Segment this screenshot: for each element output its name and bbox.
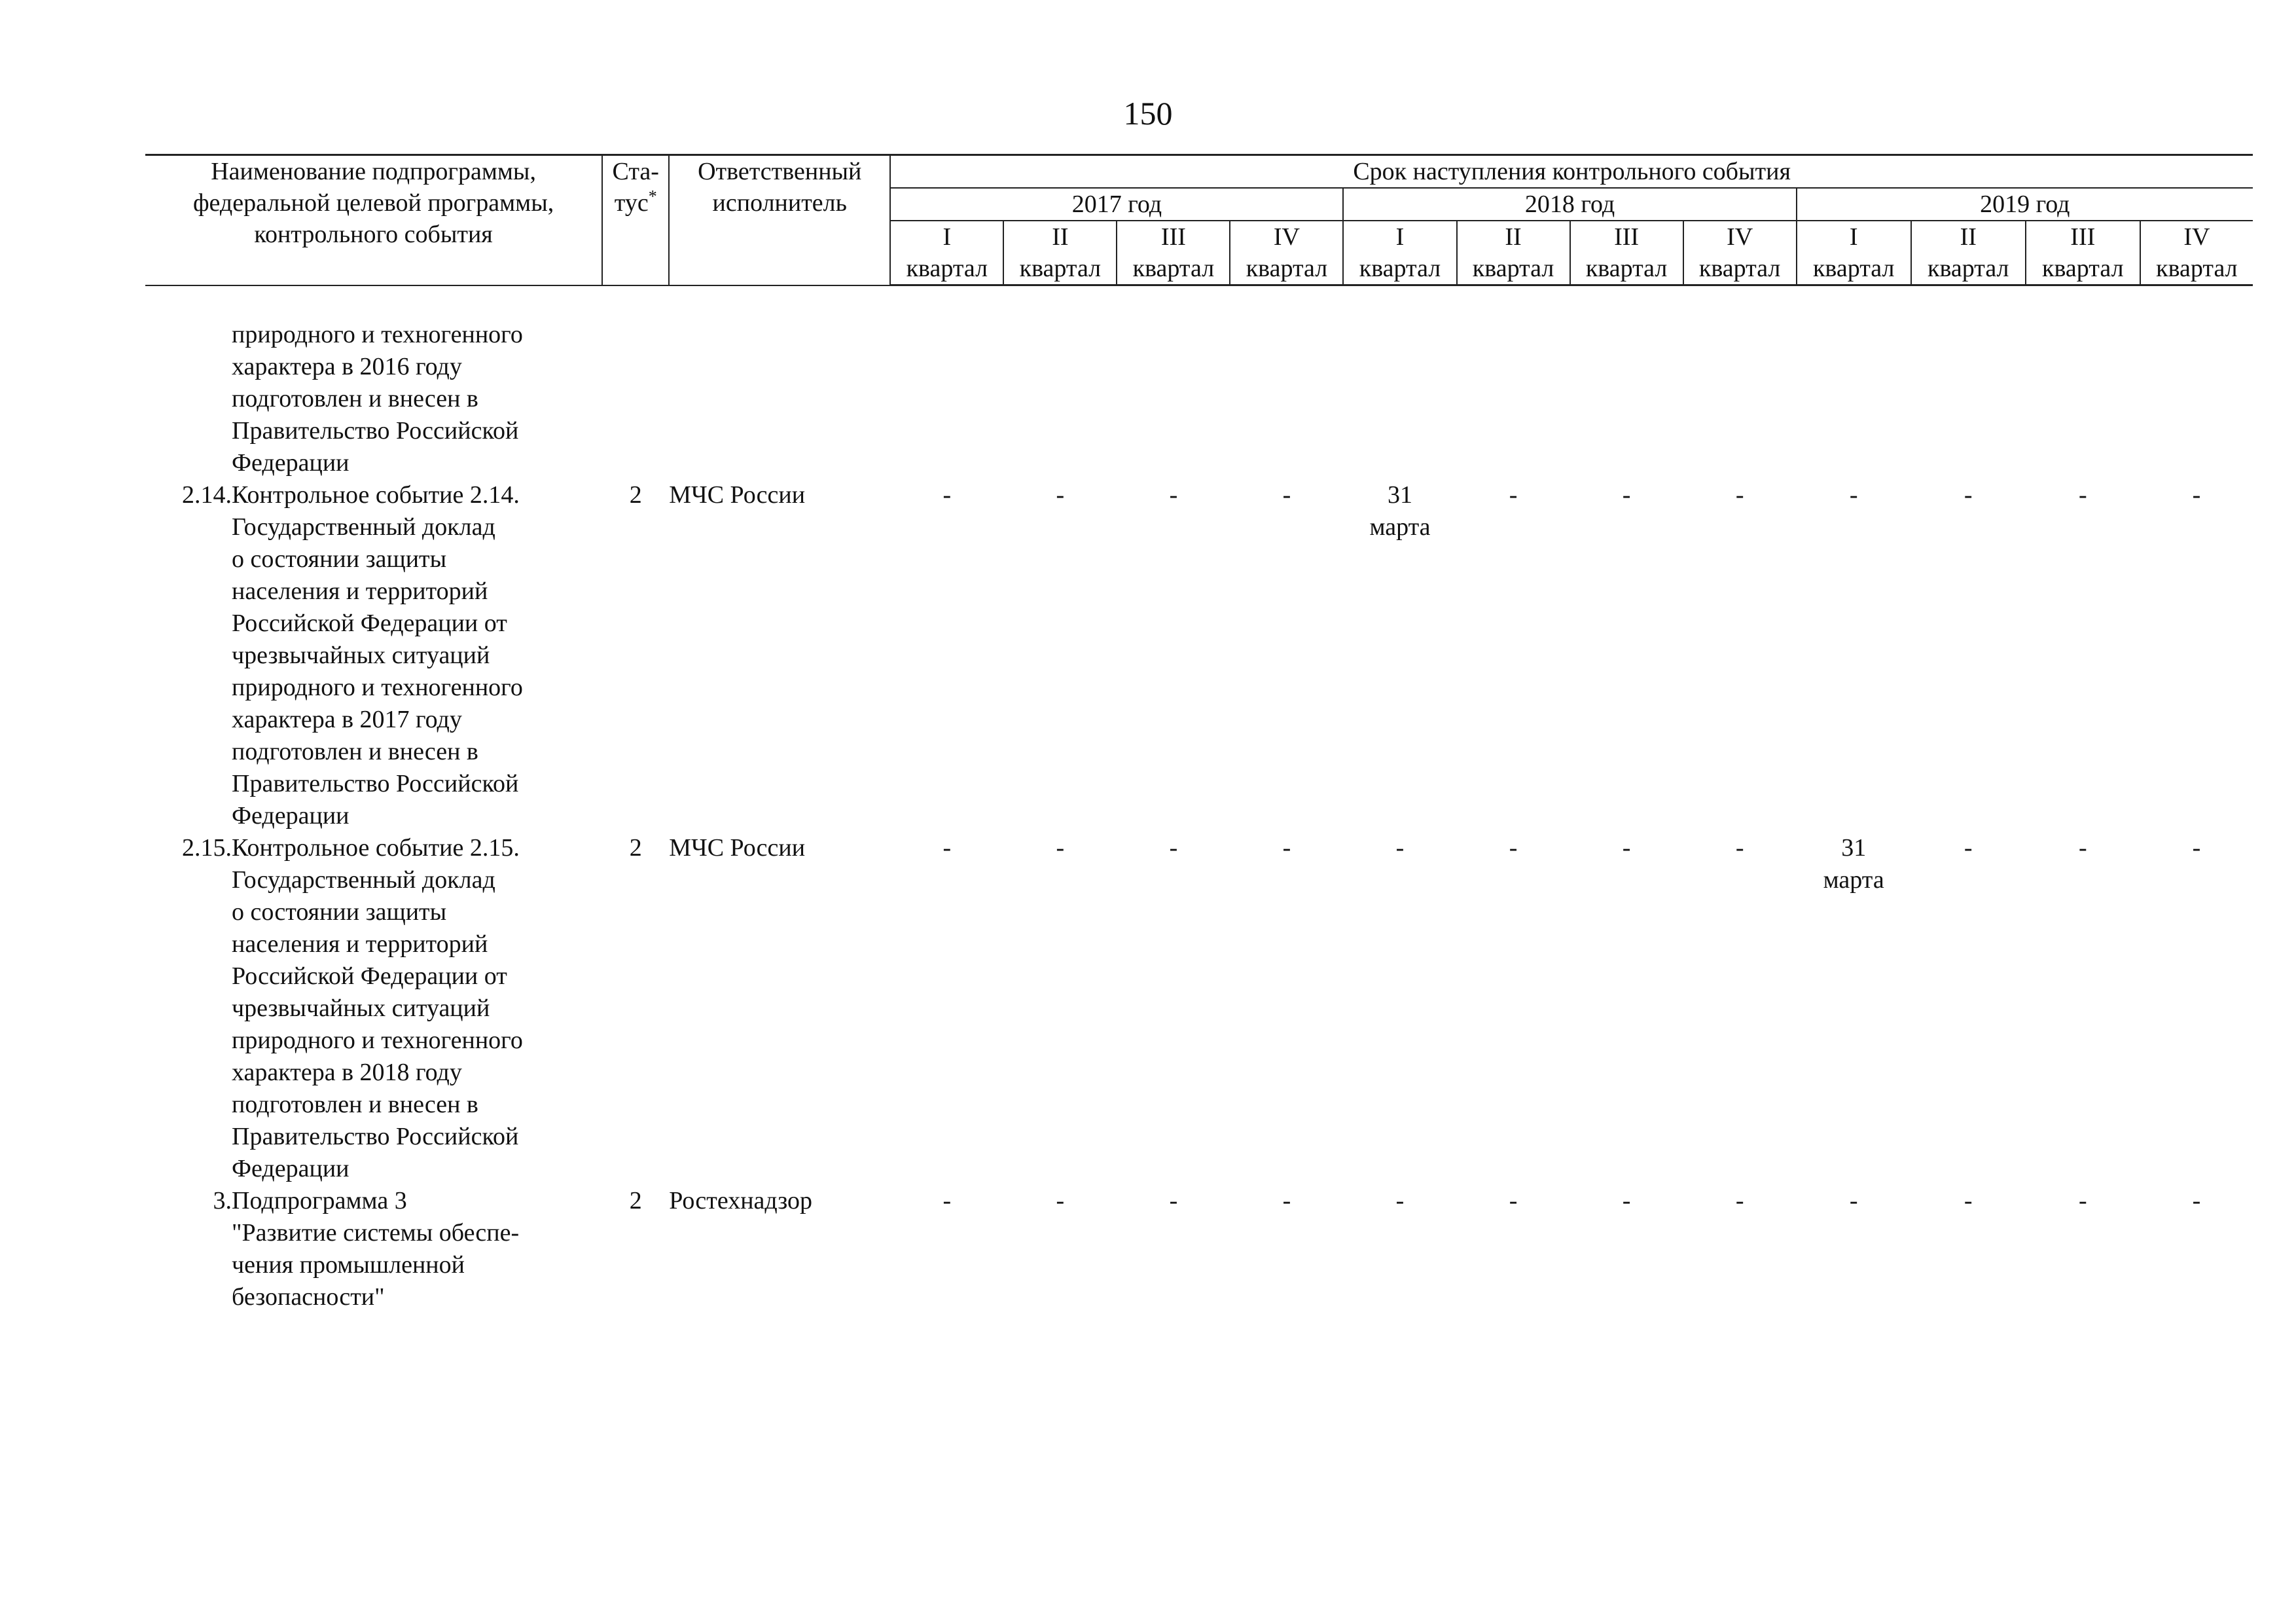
description-line: характера в 2018 году xyxy=(232,1058,462,1086)
quarter-cell: - xyxy=(1169,1186,1178,1214)
row-status: 2 xyxy=(629,481,642,509)
header-quarter-number: IV xyxy=(1230,221,1343,253)
header-quarter-number: IV xyxy=(1683,221,1797,253)
header-name-line: контрольного события xyxy=(254,221,493,248)
header-quarter-number: I xyxy=(1343,221,1456,253)
date-part: марта xyxy=(1369,513,1431,541)
quarter-cell: - xyxy=(2078,1186,2087,1214)
quarter-cell xyxy=(2026,285,2140,479)
header-quarter-number: II xyxy=(1003,221,1117,253)
date-part: 31 xyxy=(1841,833,1867,862)
header-quarter-word: квартал xyxy=(1570,253,1683,285)
header-executor-cell xyxy=(669,155,890,285)
description-line: Федерации xyxy=(232,448,350,477)
quarter-cell: - xyxy=(1056,833,1065,862)
description-line: природного и техногенного xyxy=(232,320,523,348)
row-executor xyxy=(669,285,890,479)
description-line: о состоянии защиты xyxy=(232,545,447,573)
row-description xyxy=(232,479,602,832)
control-events-table xyxy=(145,154,2253,1313)
header-quarter-number: II xyxy=(1457,221,1570,253)
table-row xyxy=(145,1185,2253,1313)
row-number xyxy=(145,285,232,479)
header-quarter-word: квартал xyxy=(1797,253,1911,285)
header-quarter-word: квартал xyxy=(890,253,1003,285)
row-executor: Ростехнадзор xyxy=(669,1186,812,1214)
row-number: 2.15. xyxy=(182,833,232,862)
header-quarter-number: III xyxy=(1117,221,1230,253)
description-line: Правительство Российской xyxy=(232,769,519,797)
quarter-cell: - xyxy=(1849,1186,1858,1214)
quarter-cell xyxy=(1230,285,1343,479)
header-quarter-number: II xyxy=(1911,221,2026,253)
quarter-cell: - xyxy=(1964,1186,1973,1214)
quarter-cell: - xyxy=(1169,833,1178,862)
quarter-cell: - xyxy=(1509,481,1518,509)
header-executor-line: Ответственный xyxy=(698,158,862,185)
quarter-cell xyxy=(1911,285,2026,479)
description-line: природного и техногенного xyxy=(232,673,523,701)
description-line: подготовлен и внесен в xyxy=(232,1090,478,1118)
quarter-cell: - xyxy=(1509,833,1518,862)
description-line: чрезвычайных ситуаций xyxy=(232,994,490,1022)
header-executor-line: исполнитель xyxy=(712,189,847,217)
row-status xyxy=(602,285,669,479)
table-row xyxy=(145,285,2253,479)
quarter-cell xyxy=(1457,285,1570,479)
header-quarter-number: I xyxy=(890,221,1003,253)
row-status: 2 xyxy=(629,1186,642,1214)
quarter-cell xyxy=(1117,285,1230,479)
quarter-cell: - xyxy=(1056,481,1065,509)
quarter-cell: - xyxy=(1509,1186,1518,1214)
date-part: марта xyxy=(1823,866,1884,894)
header-year-2017: 2017 год xyxy=(890,188,1343,221)
description-line: Контрольное событие 2.14. xyxy=(232,481,520,509)
quarter-cell: - xyxy=(1282,1186,1291,1214)
row-number: 2.14. xyxy=(182,481,232,509)
header-year-2018: 2018 год xyxy=(1343,188,1796,221)
description-line: Правительство Российской xyxy=(232,416,519,445)
quarter-cell: - xyxy=(1849,481,1858,509)
quarter-cell: - xyxy=(1056,1186,1065,1214)
header-quarter-word: квартал xyxy=(1230,253,1343,285)
row-description xyxy=(232,832,602,1185)
header-quarter-word: квартал xyxy=(1343,253,1456,285)
row-status: 2 xyxy=(629,833,642,862)
row-executor: МЧС России xyxy=(669,481,806,509)
quarter-cell xyxy=(890,285,1003,479)
header-quarter-word: квартал xyxy=(1911,253,2026,285)
quarter-cell: - xyxy=(1395,1186,1405,1214)
table-row xyxy=(145,479,2253,832)
table-row xyxy=(145,832,2253,1185)
header-status-line: Ста- xyxy=(612,158,659,185)
quarter-cell: - xyxy=(942,1186,952,1214)
description-line: чрезвычайных ситуаций xyxy=(232,641,490,669)
page-number: 150 xyxy=(1123,95,1173,132)
header-quarter-word: квартал xyxy=(1117,253,1230,285)
quarter-cell xyxy=(1343,285,1456,479)
quarter-cell: - xyxy=(942,833,952,862)
header-quarter-number: III xyxy=(2026,221,2140,253)
quarter-cell: - xyxy=(2192,1186,2201,1214)
quarter-cell: - xyxy=(2192,833,2201,862)
quarter-cell: - xyxy=(1395,833,1405,862)
description-line: Подпрограмма 3 xyxy=(232,1186,407,1214)
quarter-cell: - xyxy=(942,481,952,509)
description-line: Государственный доклад xyxy=(232,866,495,894)
date-part: 31 xyxy=(1388,481,1412,509)
row-executor: МЧС России xyxy=(669,833,806,862)
quarter-cell: - xyxy=(2192,481,2201,509)
description-line: природного и техногенного xyxy=(232,1026,523,1054)
description-line: чения промышленной xyxy=(232,1250,465,1279)
header-deadline-cell: Срок наступления контрольного события xyxy=(890,155,2253,189)
quarter-cell: - xyxy=(1622,1186,1631,1214)
header-name-line: федеральной целевой программы, xyxy=(192,189,554,217)
description-line: безопасности" xyxy=(232,1283,385,1311)
quarter-cell xyxy=(1797,285,1911,479)
quarter-cell xyxy=(2140,285,2253,479)
header-quarter-word: квартал xyxy=(1683,253,1797,285)
description-line: характера в 2016 году xyxy=(232,352,462,380)
quarter-cell xyxy=(1683,285,1797,479)
header-quarter-word: квартал xyxy=(2026,253,2140,285)
header-quarter-number: I xyxy=(1797,221,1911,253)
quarter-cell xyxy=(1570,285,1683,479)
quarter-cell xyxy=(1343,479,1456,832)
description-line: Российской Федерации от xyxy=(232,609,507,637)
description-line: подготовлен и внесен в xyxy=(232,737,478,765)
row-number: 3. xyxy=(213,1186,232,1214)
row-description xyxy=(232,1185,602,1313)
quarter-cell: - xyxy=(1169,481,1178,509)
description-line: "Развитие системы обеспе- xyxy=(232,1218,520,1247)
quarter-cell: - xyxy=(1964,833,1973,862)
quarter-cell: - xyxy=(1964,481,1973,509)
description-line: Правительство Российской xyxy=(232,1122,519,1150)
description-line: населения и территорий xyxy=(232,930,488,958)
quarter-cell: - xyxy=(1735,1186,1744,1214)
header-quarter-number: IV xyxy=(2140,221,2253,253)
quarter-cell: - xyxy=(1735,833,1744,862)
footnote-mark: * xyxy=(648,187,657,206)
description-line: характера в 2017 году xyxy=(232,705,462,733)
header-name-line: Наименование подпрограммы, xyxy=(211,158,536,185)
header-status-cell xyxy=(602,155,669,285)
quarter-cell: - xyxy=(1622,481,1631,509)
description-line: о состоянии защиты xyxy=(232,898,447,926)
header-quarter-number: III xyxy=(1570,221,1683,253)
quarter-cell: - xyxy=(2078,833,2087,862)
row-description xyxy=(232,285,602,479)
description-line: подготовлен и внесен в xyxy=(232,384,478,412)
description-line: Государственный доклад xyxy=(232,513,495,541)
header-status-line: тус* xyxy=(614,187,657,217)
quarter-cell: - xyxy=(2078,481,2087,509)
quarter-cell xyxy=(1003,285,1117,479)
quarter-cell: - xyxy=(1735,481,1744,509)
header-year-2019: 2019 год xyxy=(1797,188,2253,221)
quarter-cell xyxy=(1797,832,1911,1185)
quarter-cell: - xyxy=(1282,481,1291,509)
description-line: населения и территорий xyxy=(232,577,488,605)
description-line: Контрольное событие 2.15. xyxy=(232,833,520,862)
header-name-cell xyxy=(145,155,602,285)
header-quarter-word: квартал xyxy=(1457,253,1570,285)
header-quarter-word: квартал xyxy=(2140,253,2253,285)
description-line: Федерации xyxy=(232,1154,350,1182)
description-line: Федерации xyxy=(232,801,350,830)
quarter-cell: - xyxy=(1622,833,1631,862)
description-line: Российской Федерации от xyxy=(232,962,507,990)
header-quarter-word: квартал xyxy=(1003,253,1117,285)
quarter-cell: - xyxy=(1282,833,1291,862)
